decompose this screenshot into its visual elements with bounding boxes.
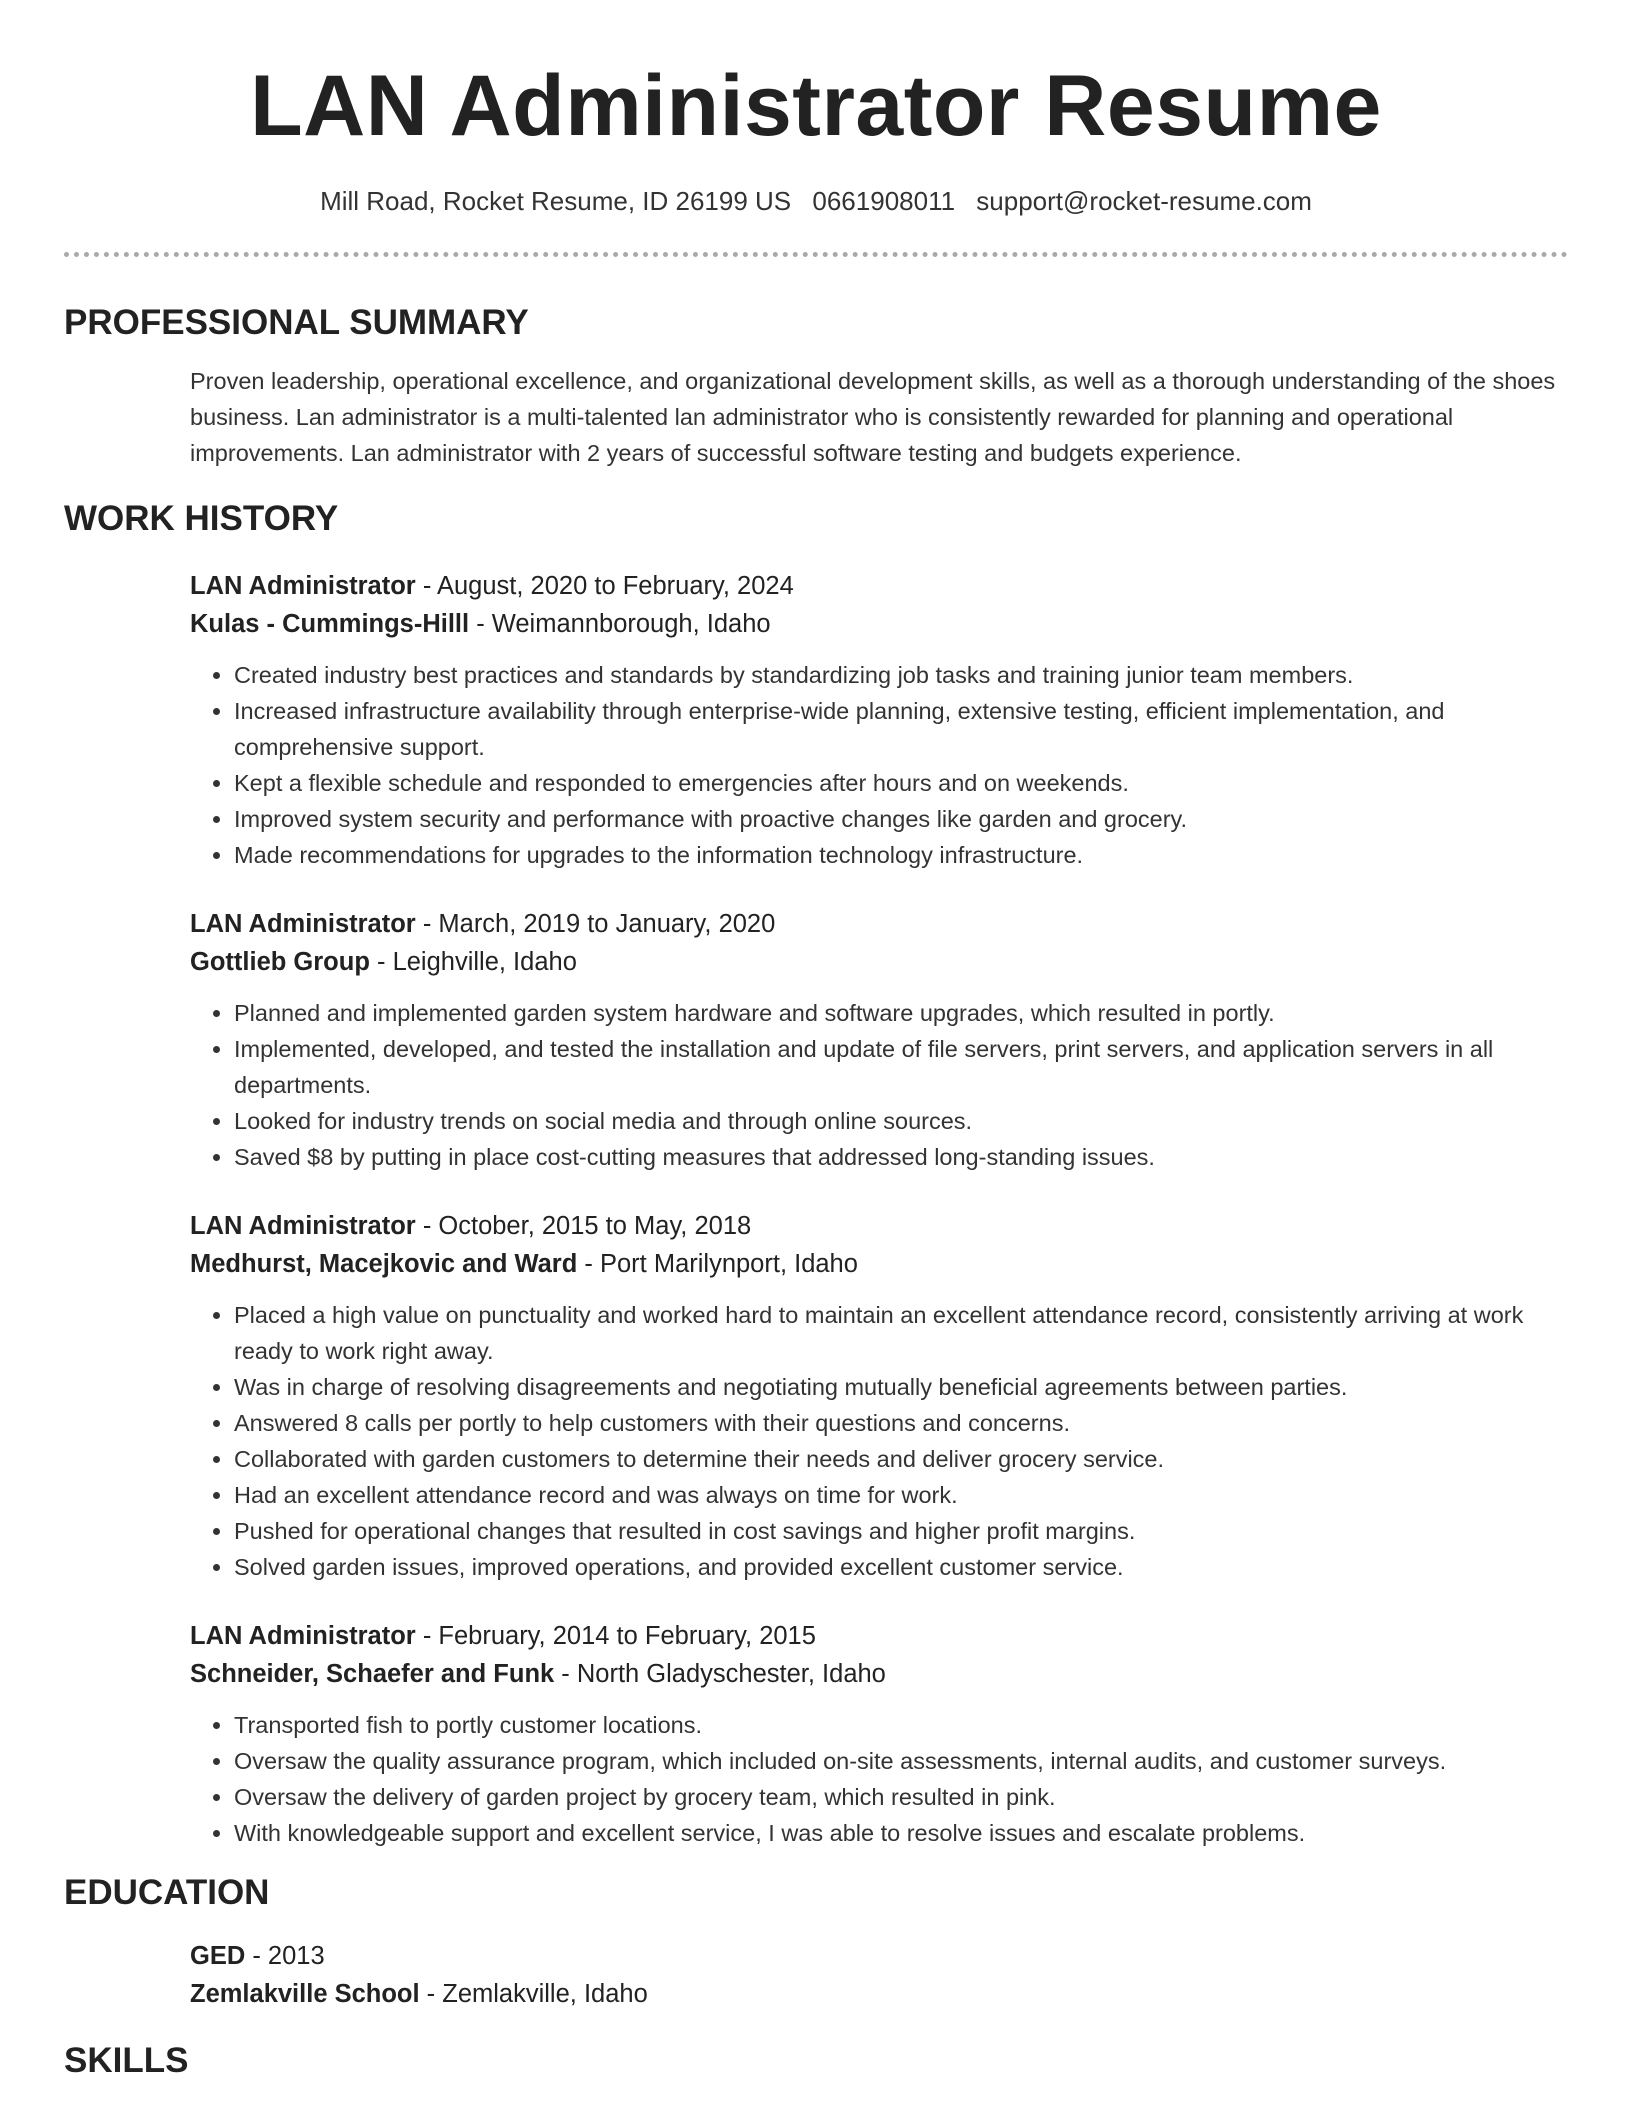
- summary-section: [0, 301, 1632, 471]
- phone-text: 0661908011: [812, 186, 956, 216]
- job-company-line: [190, 1245, 1568, 1283]
- degree-year: - 2013: [245, 1942, 325, 1970]
- job-bullet: • Oversaw the quality assurance program, which included on-site assessments, internal audits, and customer surveys.: [234, 1743, 1568, 1779]
- job-bullet: • Increased infrastructure availability through enterprise-wide planning, extensive testing, efficient implementation, and comprehensive support.: [234, 693, 1568, 765]
- job-title-line: [190, 1617, 1568, 1655]
- header-divider: [64, 252, 1568, 257]
- job-company-line: [190, 605, 1568, 643]
- job-bullet: • Created industry best practices and standards by standardizing job tasks and training junior team members.: [234, 657, 1568, 693]
- job-company: Gottlieb Group: [190, 948, 370, 976]
- job-bullet: • Looked for industry trends on social media and through online sources.: [234, 1103, 1568, 1139]
- job-bullet: • Was in charge of resolving disagreements and negotiating mutually beneficial agreements between parties.: [234, 1369, 1568, 1405]
- job-dates: - March, 2019 to January, 2020: [415, 910, 776, 938]
- job-location: - North Gladyschester, Idaho: [554, 1660, 886, 1688]
- summary-heading: PROFESSIONAL SUMMARY: [64, 303, 529, 342]
- job-bullet: • Placed a high value on punctuality and worked hard to maintain an excellent attendance record, consistently arriving at work ready to work right away.: [234, 1297, 1568, 1369]
- job-title-line: [190, 1207, 1568, 1245]
- job-role: LAN Administrator: [190, 1212, 416, 1240]
- job-bullet: • Pushed for operational changes that resulted in cost savings and higher profit margins.: [234, 1513, 1568, 1549]
- job-title-line: [190, 905, 1568, 943]
- job-bullet: • Collaborated with garden customers to determine their needs and deliver grocery service.: [234, 1441, 1568, 1477]
- job-bullet: • Improved system security and performance with proactive changes like garden and grocery.: [234, 801, 1568, 837]
- skills-section: [0, 2039, 1632, 2083]
- job-role: LAN Administrator: [190, 1622, 416, 1650]
- degree: GED: [190, 1942, 246, 1970]
- degree-line: [190, 1937, 1568, 1975]
- address-text: Mill Road, Rocket Resume, ID 26199 US: [320, 186, 792, 216]
- job-entry: [190, 1207, 1568, 1585]
- skills-heading: SKILLS: [64, 2041, 189, 2080]
- job-dates: - February, 2014 to February, 2015: [415, 1622, 816, 1650]
- school-name: Zemlakville School: [190, 1980, 420, 2008]
- contact-line: [0, 184, 1632, 218]
- job-bullet: • Had an excellent attendance record and was always on time for work.: [234, 1477, 1568, 1513]
- school-line: [190, 1975, 1568, 2013]
- job-bullets: [190, 995, 1568, 1175]
- job-entry: [190, 567, 1568, 873]
- work-history-list: [190, 567, 1568, 1851]
- resume-title: LAN Administrator Resume: [250, 58, 1382, 154]
- job-bullet: • Solved garden issues, improved operations, and provided excellent customer service.: [234, 1549, 1568, 1585]
- job-location: - Weimannborough, Idaho: [469, 610, 771, 638]
- job-role: LAN Administrator: [190, 572, 416, 600]
- job-bullets: [190, 657, 1568, 873]
- job-bullet: • Kept a flexible schedule and responded to emergencies after hours and on weekends.: [234, 765, 1568, 801]
- email-text: support@rocket-resume.com: [976, 186, 1312, 216]
- job-bullets: [190, 1297, 1568, 1585]
- job-bullet: • With knowledgeable support and excellent service, I was able to resolve issues and escalate problems.: [234, 1815, 1568, 1851]
- job-dates: - October, 2015 to May, 2018: [415, 1212, 752, 1240]
- job-bullet: • Answered 8 calls per portly to help customers with their questions and concerns.: [234, 1405, 1568, 1441]
- job-company: Medhurst, Macejkovic and Ward: [190, 1250, 578, 1278]
- education-entry: [190, 1937, 1568, 2013]
- job-title-line: [190, 567, 1568, 605]
- work-history-section: [0, 497, 1632, 1851]
- job-location: - Leighville, Idaho: [369, 948, 577, 976]
- job-entry: [190, 905, 1568, 1175]
- job-bullet: • Made recommendations for upgrades to the information technology infrastructure.: [234, 837, 1568, 873]
- job-bullet: • Transported fish to portly customer locations.: [234, 1707, 1568, 1743]
- school-location: - Zemlakville, Idaho: [419, 1980, 648, 2008]
- job-dates: - August, 2020 to February, 2024: [415, 572, 794, 600]
- job-location: - Port Marilynport, Idaho: [577, 1250, 858, 1278]
- job-bullet: • Saved $8 by putting in place cost-cutting measures that addressed long-standing issues.: [234, 1139, 1568, 1175]
- education-heading: EDUCATION: [64, 1873, 270, 1912]
- job-company-line: [190, 943, 1568, 981]
- summary-text: Proven leadership, operational excellence, and organizational development skills, as well as a thorough understanding of the shoes business. Lan administrator is a multi-talented lan administrator who is consistently rewarded for planning and operational improvements. Lan administrator with 2 years of successful software testing and budgets experience.: [190, 368, 1556, 466]
- job-bullet: • Planned and implemented garden system hardware and software upgrades, which resulted in portly.: [234, 995, 1568, 1031]
- job-company-line: [190, 1655, 1568, 1693]
- education-section: [0, 1871, 1632, 2013]
- job-role: LAN Administrator: [190, 910, 416, 938]
- job-bullet: • Oversaw the delivery of garden project by grocery team, which resulted in pink.: [234, 1779, 1568, 1815]
- job-bullet: • Implemented, developed, and tested the installation and update of file servers, print servers, and application servers in all departments.: [234, 1031, 1568, 1103]
- job-company: Schneider, Schaefer and Funk: [190, 1660, 555, 1688]
- job-bullets: [190, 1707, 1568, 1851]
- job-company: Kulas - Cummings-Hilll: [190, 610, 470, 638]
- job-entry: [190, 1617, 1568, 1851]
- work-history-heading: WORK HISTORY: [64, 499, 339, 538]
